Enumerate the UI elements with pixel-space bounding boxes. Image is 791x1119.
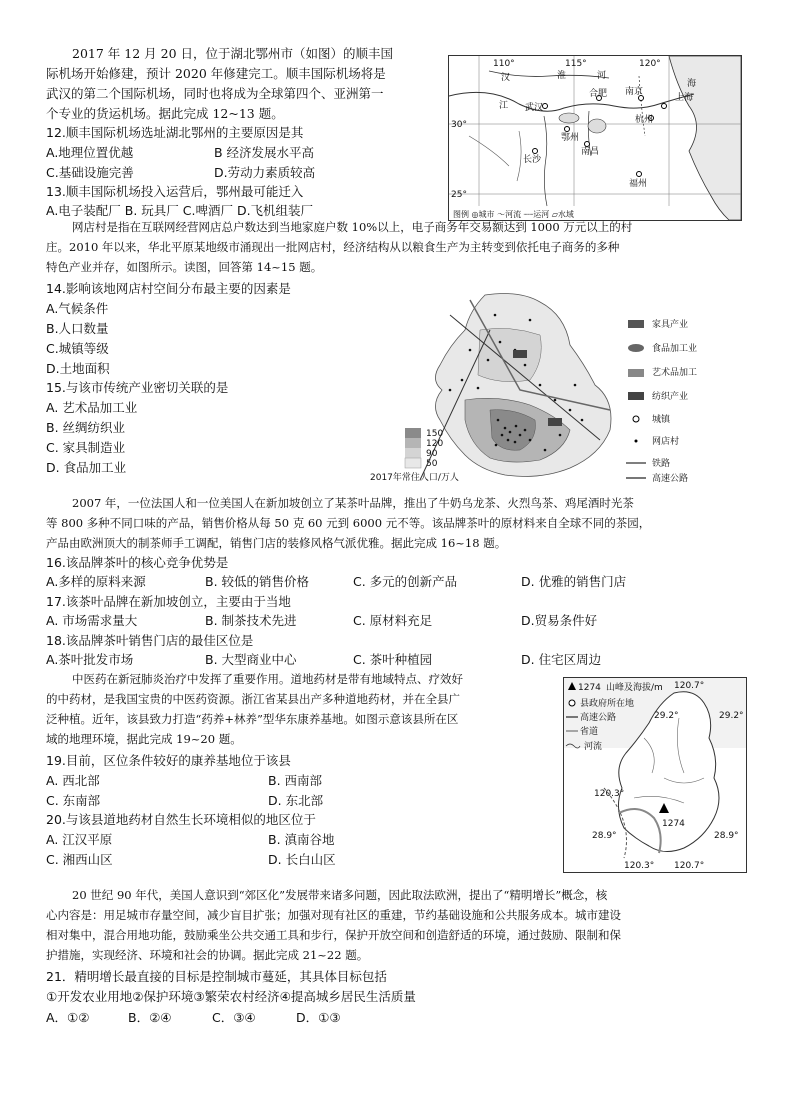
- svg-text:县政府所在地: 县政府所在地: [580, 699, 635, 709]
- map1-place: 福州: [629, 179, 648, 189]
- q14-stem: 14.影响该地网店村空间分布最主要的因素是: [46, 281, 291, 296]
- passage1-line: 2017 年 12 月 20 日，位于湖北鄂州市（如图）的顺丰国: [72, 46, 393, 61]
- passage4-line: 泛种植。近年，该县致力打造“药养+林养”型华东康养基地。如图示意该县所在区: [46, 712, 459, 726]
- q15-option: D. 食品加工业: [46, 460, 127, 475]
- q17-option: A. 市场需求量大: [46, 613, 138, 628]
- q17-stem: 17.该茶叶品牌在新加坡创立，主要由于当地: [46, 594, 291, 609]
- svg-text:家具产业: 家具产业: [652, 320, 689, 330]
- q12-option-a: A.地理位置优越: [46, 145, 134, 160]
- passage3-line: 等 800 多种不同口味的产品，销售价格从每 50 克 60 元到 6000 元不等。该品牌茶叶的原材料来自全球不同的茶园，: [46, 516, 651, 530]
- passage3-line: 2007 年，一位法国人和一位美国人在新加坡创立了某茶叶品牌，推出了牛奶乌龙茶、火烈鸟茶、鸡尾酒时光茶: [72, 496, 634, 510]
- q20-option: B. 滇南谷地: [268, 832, 335, 847]
- q16-stem: 16.该品牌茶叶的核心竞争优势是: [46, 555, 229, 570]
- q15-stem: 15.与该市传统产业密切关联的是: [46, 380, 229, 395]
- map1-place: 南京: [625, 87, 644, 97]
- svg-text:城镇: 城镇: [652, 415, 671, 425]
- q13-stem: 13.顺丰国际机场投入运营后，鄂州最可能迁入: [46, 184, 304, 199]
- map1-place: 河: [597, 71, 607, 81]
- svg-text:28.9°: 28.9°: [714, 831, 739, 841]
- passage5-line: 20 世纪 90 年代，美国人意识到“郊区化”发展带来诸多问题，因此取法欧洲，提出了“精明增长”概念，核: [72, 888, 608, 902]
- svg-text:29.2°: 29.2°: [719, 711, 744, 721]
- map1-place: 淮: [557, 71, 567, 81]
- map1-place: 鄂州: [561, 133, 580, 143]
- svg-text:120.3°: 120.3°: [594, 789, 625, 799]
- q19-stem: 19.目前，区位条件较好的康养基地位于该县: [46, 753, 291, 768]
- svg-text:艺术品加工: 艺术品加工: [652, 368, 698, 378]
- q21-option: B．②④: [128, 1010, 172, 1025]
- passage5-line: 护措施，实现经济、环境和社会的协调。据此完成 21~22 题。: [46, 948, 369, 962]
- passage1-line: 际机场开始修建，预计 2020 年修建完工。顺丰国际机场将是: [46, 66, 386, 81]
- passage2-line: 网店村是指在互联网经营网店总户数达到当地家庭户数 10%以上，电子商务年交易额达到 1000 万元以上的村: [72, 220, 633, 234]
- svg-text:省道: 省道: [580, 727, 599, 737]
- svg-text:90: 90: [426, 449, 438, 459]
- map1-lon-115: 115°: [565, 59, 587, 69]
- q17-option: B. 制茶技术先进: [205, 613, 297, 628]
- map1-lon-110: 110°: [493, 59, 515, 69]
- svg-text:150: 150: [426, 429, 444, 439]
- map1-place: 南昌: [581, 147, 600, 157]
- svg-text:120.3°: 120.3°: [624, 861, 655, 871]
- passage4-line: 的中药材，是我国宝贵的中医药资源。浙江省某县出产多种道地药材，并在全县广: [46, 692, 460, 706]
- q21-stem: 21．精明增长最直接的目标是控制城市蔓延，其具体目标包括: [46, 969, 387, 984]
- q19-option: B. 西南部: [268, 773, 323, 788]
- q20-option: A. 江汉平原: [46, 832, 113, 847]
- svg-text:1274: 1274: [662, 819, 685, 829]
- q17-option: D.贸易条件好: [521, 613, 598, 628]
- map-online-shop-villages: [370, 290, 720, 482]
- passage4-line: 中医药在新冠肺炎治疗中发挥了重要作用。道地药材是带有地域特点、疗效好: [72, 672, 463, 686]
- svg-text:50: 50: [426, 459, 438, 469]
- q16-option: D. 优雅的销售门店: [521, 574, 627, 589]
- map1-legend: 图例 ◎城市 ～河流 ┈┈运河 ▱水域: [453, 210, 574, 219]
- map1-lat-25: 25°: [451, 190, 467, 200]
- population-caption: 2017年常住人口/万人: [370, 473, 459, 482]
- q13-options: A.电子装配厂 B. 玩具厂 C.啤酒厂 D.飞机组装厂: [46, 203, 314, 218]
- q16-option: A.多样的原料来源: [46, 574, 146, 589]
- passage1-line: 武汉的第二个国际机场，同时也将成为全球第四个、亚洲第一: [46, 86, 384, 101]
- q20-option: D. 长白山区: [268, 852, 336, 867]
- q14-option: D.土地面积: [46, 361, 110, 376]
- q19-option: D. 东北部: [268, 793, 324, 808]
- svg-text:山峰及海拔/m: 山峰及海拔/m: [606, 683, 663, 693]
- svg-text:1274: 1274: [578, 683, 601, 693]
- svg-text:河流: 河流: [584, 742, 603, 752]
- passage5-line: 心内容是：用足城市存量空间，减少盲目扩张；加强对现有社区的重建，节约基础设施和公共服务成本。城市建设: [46, 908, 621, 922]
- q15-option: B. 丝绸纺织业: [46, 420, 126, 435]
- svg-text:120: 120: [426, 439, 444, 449]
- passage4-line: 域的地理环境，据此完成 19~20 题。: [46, 732, 242, 746]
- q15-option: A. 艺术品加工业: [46, 400, 138, 415]
- q18-option: B. 大型商业中心: [205, 652, 297, 667]
- map1-place: 武汉: [525, 103, 544, 113]
- q17-option: C. 原材料充足: [353, 613, 433, 628]
- map1-place: 合肥: [589, 89, 608, 99]
- passage2-line: 特色产业并存，如图所示。读图，回答第 14~15 题。: [46, 260, 323, 274]
- map1-place: 上海: [675, 93, 694, 103]
- q19-option: C. 东南部: [46, 793, 101, 808]
- svg-text:网店村: 网店村: [652, 437, 680, 447]
- q14-option: B.人口数量: [46, 321, 109, 336]
- q12-option-d: D.劳动力素质较高: [214, 165, 316, 180]
- q21-option: A．①②: [46, 1010, 90, 1025]
- svg-text:高速公路: 高速公路: [652, 474, 689, 482]
- svg-text:高速公路: 高速公路: [580, 713, 617, 723]
- q21-option: D．①③: [296, 1010, 341, 1025]
- q18-option: C. 茶叶种植园: [353, 652, 433, 667]
- map1-place: 杭州: [635, 115, 654, 125]
- map1-place: 海: [687, 79, 697, 89]
- q16-option: B. 较低的销售价格: [205, 574, 310, 589]
- map2-legend: [626, 318, 697, 482]
- q18-stem: 18.该品牌茶叶销售门店的最佳区位是: [46, 633, 254, 648]
- q14-option: A.气候条件: [46, 301, 109, 316]
- svg-text:120.7°: 120.7°: [674, 861, 705, 871]
- population-scale: [405, 428, 443, 469]
- q18-option: D. 住宅区周边: [521, 652, 602, 667]
- map-county-terrain: [563, 677, 747, 873]
- q12-option-b: B 经济发展水平高: [214, 145, 315, 160]
- map-china-east: [448, 55, 742, 221]
- passage5-line: 相对集中，混合用地功能，鼓励乘坐公共交通工具和步行，保护开放空间和创造舒适的环境，通过鼓励、限制和保: [46, 928, 621, 942]
- map1-place: 长沙: [523, 155, 542, 165]
- map1-lon-120: 120°: [639, 59, 661, 69]
- svg-text:28.9°: 28.9°: [592, 831, 617, 841]
- q14-option: C.城镇等级: [46, 341, 109, 356]
- q12-option-c: C.基础设施完善: [46, 165, 134, 180]
- map1-city-markers: [533, 96, 667, 177]
- svg-text:120.7°: 120.7°: [674, 681, 705, 691]
- svg-text:29.2°: 29.2°: [654, 711, 679, 721]
- q12-stem: 12.顺丰国际机场选址湖北鄂州的主要原因是其: [46, 125, 304, 140]
- map1-place: 江: [499, 101, 509, 111]
- svg-text:铁路: 铁路: [652, 459, 671, 469]
- q21-option: C．③④: [212, 1010, 256, 1025]
- passage1-line: 个专业的货运机场。据此完成 12~13 题。: [46, 106, 284, 121]
- q16-option: C. 多元的创新产品: [353, 574, 458, 589]
- svg-text:食品加工业: 食品加工业: [652, 344, 698, 354]
- q19-option: A. 西北部: [46, 773, 100, 788]
- q15-option: C. 家具制造业: [46, 440, 126, 455]
- q20-option: C. 湘西山区: [46, 852, 113, 867]
- svg-text:纺织产业: 纺织产业: [652, 392, 689, 402]
- q18-option: A.茶叶批发市场: [46, 652, 134, 667]
- q20-stem: 20.与该县道地药材自然生长环境相似的地区位于: [46, 812, 316, 827]
- map1-place: 汉: [501, 73, 511, 83]
- passage3-line: 产品由欧洲顶大的制茶师手工调配，销售门店的装修风格气派优雅。据此完成 16~18 题。: [46, 536, 507, 550]
- map1-lat-30: 30°: [451, 120, 467, 130]
- passage2-line: 庄。2010 年以来，华北平原某地级市涌现出一批网店村，经济结构从以粮食生产为主转变到依托电子商务的多种: [46, 240, 620, 254]
- q21-items: ①开发农业用地②保护环境③繁荣农村经济④提高城乡居民生活质量: [46, 989, 416, 1004]
